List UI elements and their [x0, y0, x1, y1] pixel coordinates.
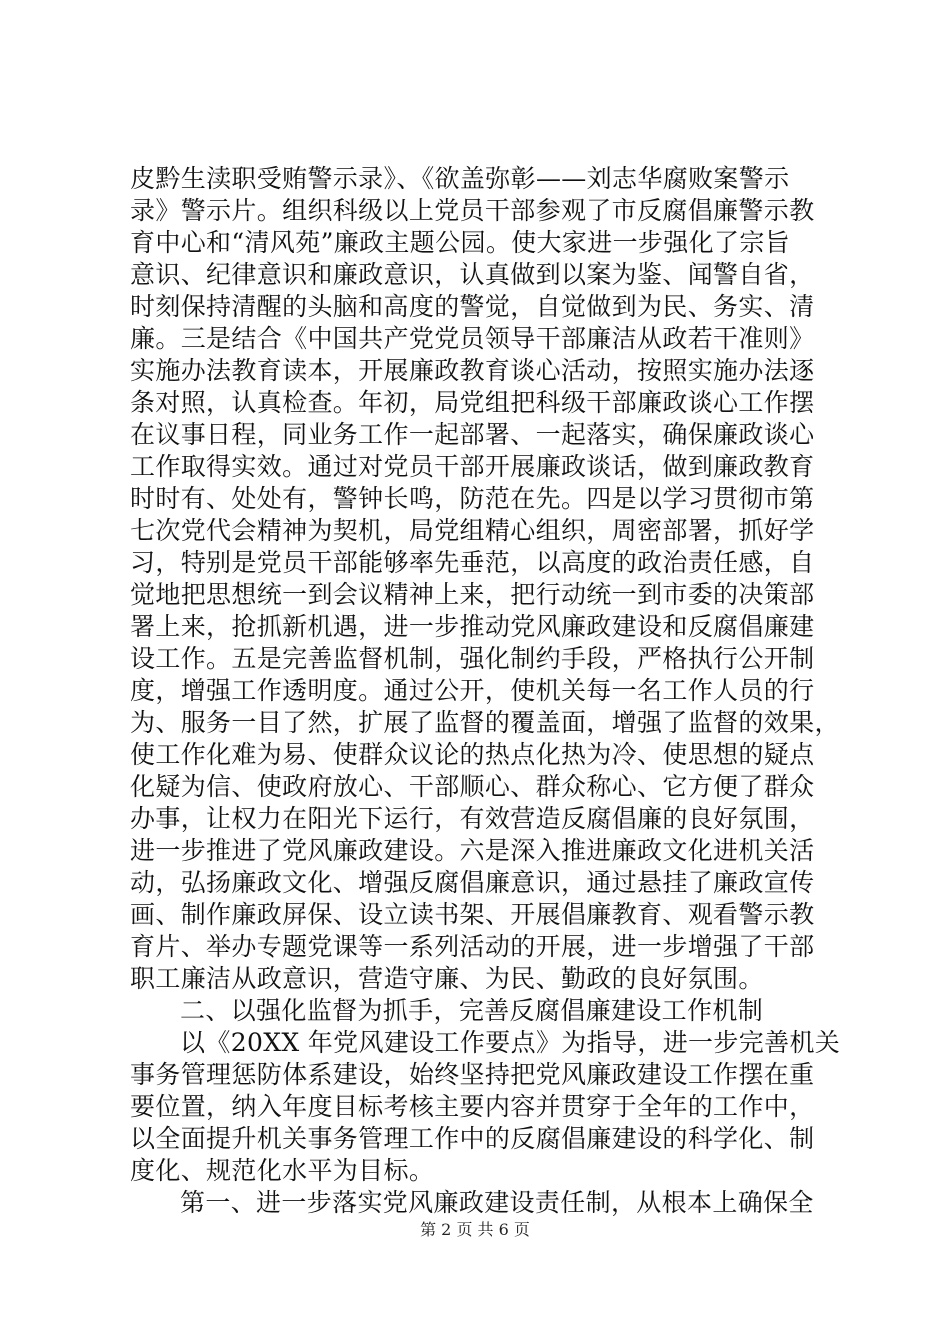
text-line: 度化、规范化水平为目标。	[130, 1156, 435, 1185]
text-line: 习，特别是党员干部能够率先垂范，以高度的政治责任感，自	[130, 548, 815, 577]
text-line: 廉。三是结合《中国共产党党员领导干部廉洁从政若干准则》	[130, 324, 815, 353]
text-line: 要位置，纳入年度目标考核主要内容并贯穿于全年的工作中，	[130, 1092, 815, 1121]
text-line: 条对照，认真检查。年初，局党组把科级干部廉政谈心工作摆	[130, 388, 815, 417]
text-line: 事务管理惩防体系建设，始终坚持把党风廉政建设工作摆在重	[130, 1060, 815, 1089]
text-line: 育片、举办专题党课等一系列活动的开展，进一步增强了干部	[130, 932, 815, 961]
text-line: 育中心和“清风苑”廉政主题公园。使大家进一步强化了宗旨	[130, 228, 791, 257]
text-line: 设工作。五是完善监督机制，强化制约手段，严格执行公开制	[130, 644, 815, 673]
text-line: 使工作化难为易、使群众议论的热点化热为冷、使思想的疑点	[130, 740, 815, 769]
text-line: 时刻保持清醒的头脑和高度的警觉，自觉做到为民、务实、清	[130, 292, 815, 321]
text-line: 度，增强工作透明度。通过公开，使机关每一名工作人员的行	[130, 676, 815, 705]
text-line: 工作取得实效。通过对党员干部开展廉政谈话，做到廉政教育	[130, 452, 815, 481]
text-line: 皮黔生渎职受贿警示录》、《欲盖弥彰——刘志华腐败案警示	[130, 164, 790, 193]
text-line: 为、服务一目了然，扩展了监督的覆盖面，增强了监督的效果，	[130, 708, 840, 737]
document-body	[130, 163, 840, 1219]
text-line: 第一、进一步落实党风廉政建设责任制，从根本上确保全	[180, 1188, 814, 1217]
section-heading: 二、以强化监督为抓手，完善反腐倡廉建设工作机制	[180, 996, 764, 1025]
text-line: 时时有、处处有，警钟长鸣，防范在先。四是以学习贯彻市第	[130, 484, 815, 513]
text-line: 意识、纪律意识和廉政意识，认真做到以案为鉴、闻警自省，	[130, 260, 815, 289]
text-line: 化疑为信、使政府放心、干部顺心、群众称心、它方便了群众	[130, 772, 815, 801]
text-line: 署上来，抢抓新机遇，进一步推动党风廉政建设和反腐倡廉建	[130, 612, 815, 641]
text-line: 画、制作廉政屏保、设立读书架、开展倡廉教育、观看警示教	[130, 900, 815, 929]
text-line: 在议事日程，同业务工作一起部署、一起落实，确保廉政谈心	[130, 420, 815, 449]
text-line: 录》警示片。组织科级以上党员干部参观了市反腐倡廉警示教	[130, 196, 815, 225]
page-number-footer: 第 2 页 共 6 页	[420, 1220, 530, 1239]
text-line: 觉地把思想统一到会议精神上来，把行动统一到市委的决策部	[130, 580, 815, 609]
text-line: 动，弘扬廉政文化、增强反腐倡廉意识，通过悬挂了廉政宣传	[130, 868, 815, 897]
text-line: 办事，让权力在阳光下运行，有效营造反腐倡廉的良好氛围，	[130, 804, 815, 833]
text-line: 职工廉洁从政意识，营造守廉、为民、勤政的良好氛围。	[130, 964, 764, 993]
text-line: 七次党代会精神为契机，局党组精心组织，周密部署，抓好学	[130, 516, 815, 545]
text-line: 以全面提升机关事务管理工作中的反腐倡廉建设的科学化、制	[130, 1124, 815, 1153]
text-line: 以《20XX 年党风建设工作要点》为指导，进一步完善机关	[180, 1028, 841, 1057]
text-line: 实施办法教育读本，开展廉政教育谈心活动，按照实施办法逐	[130, 356, 815, 385]
text-line: 进一步推进了党风廉政建设。六是深入推进廉政文化进机关活	[130, 836, 815, 865]
